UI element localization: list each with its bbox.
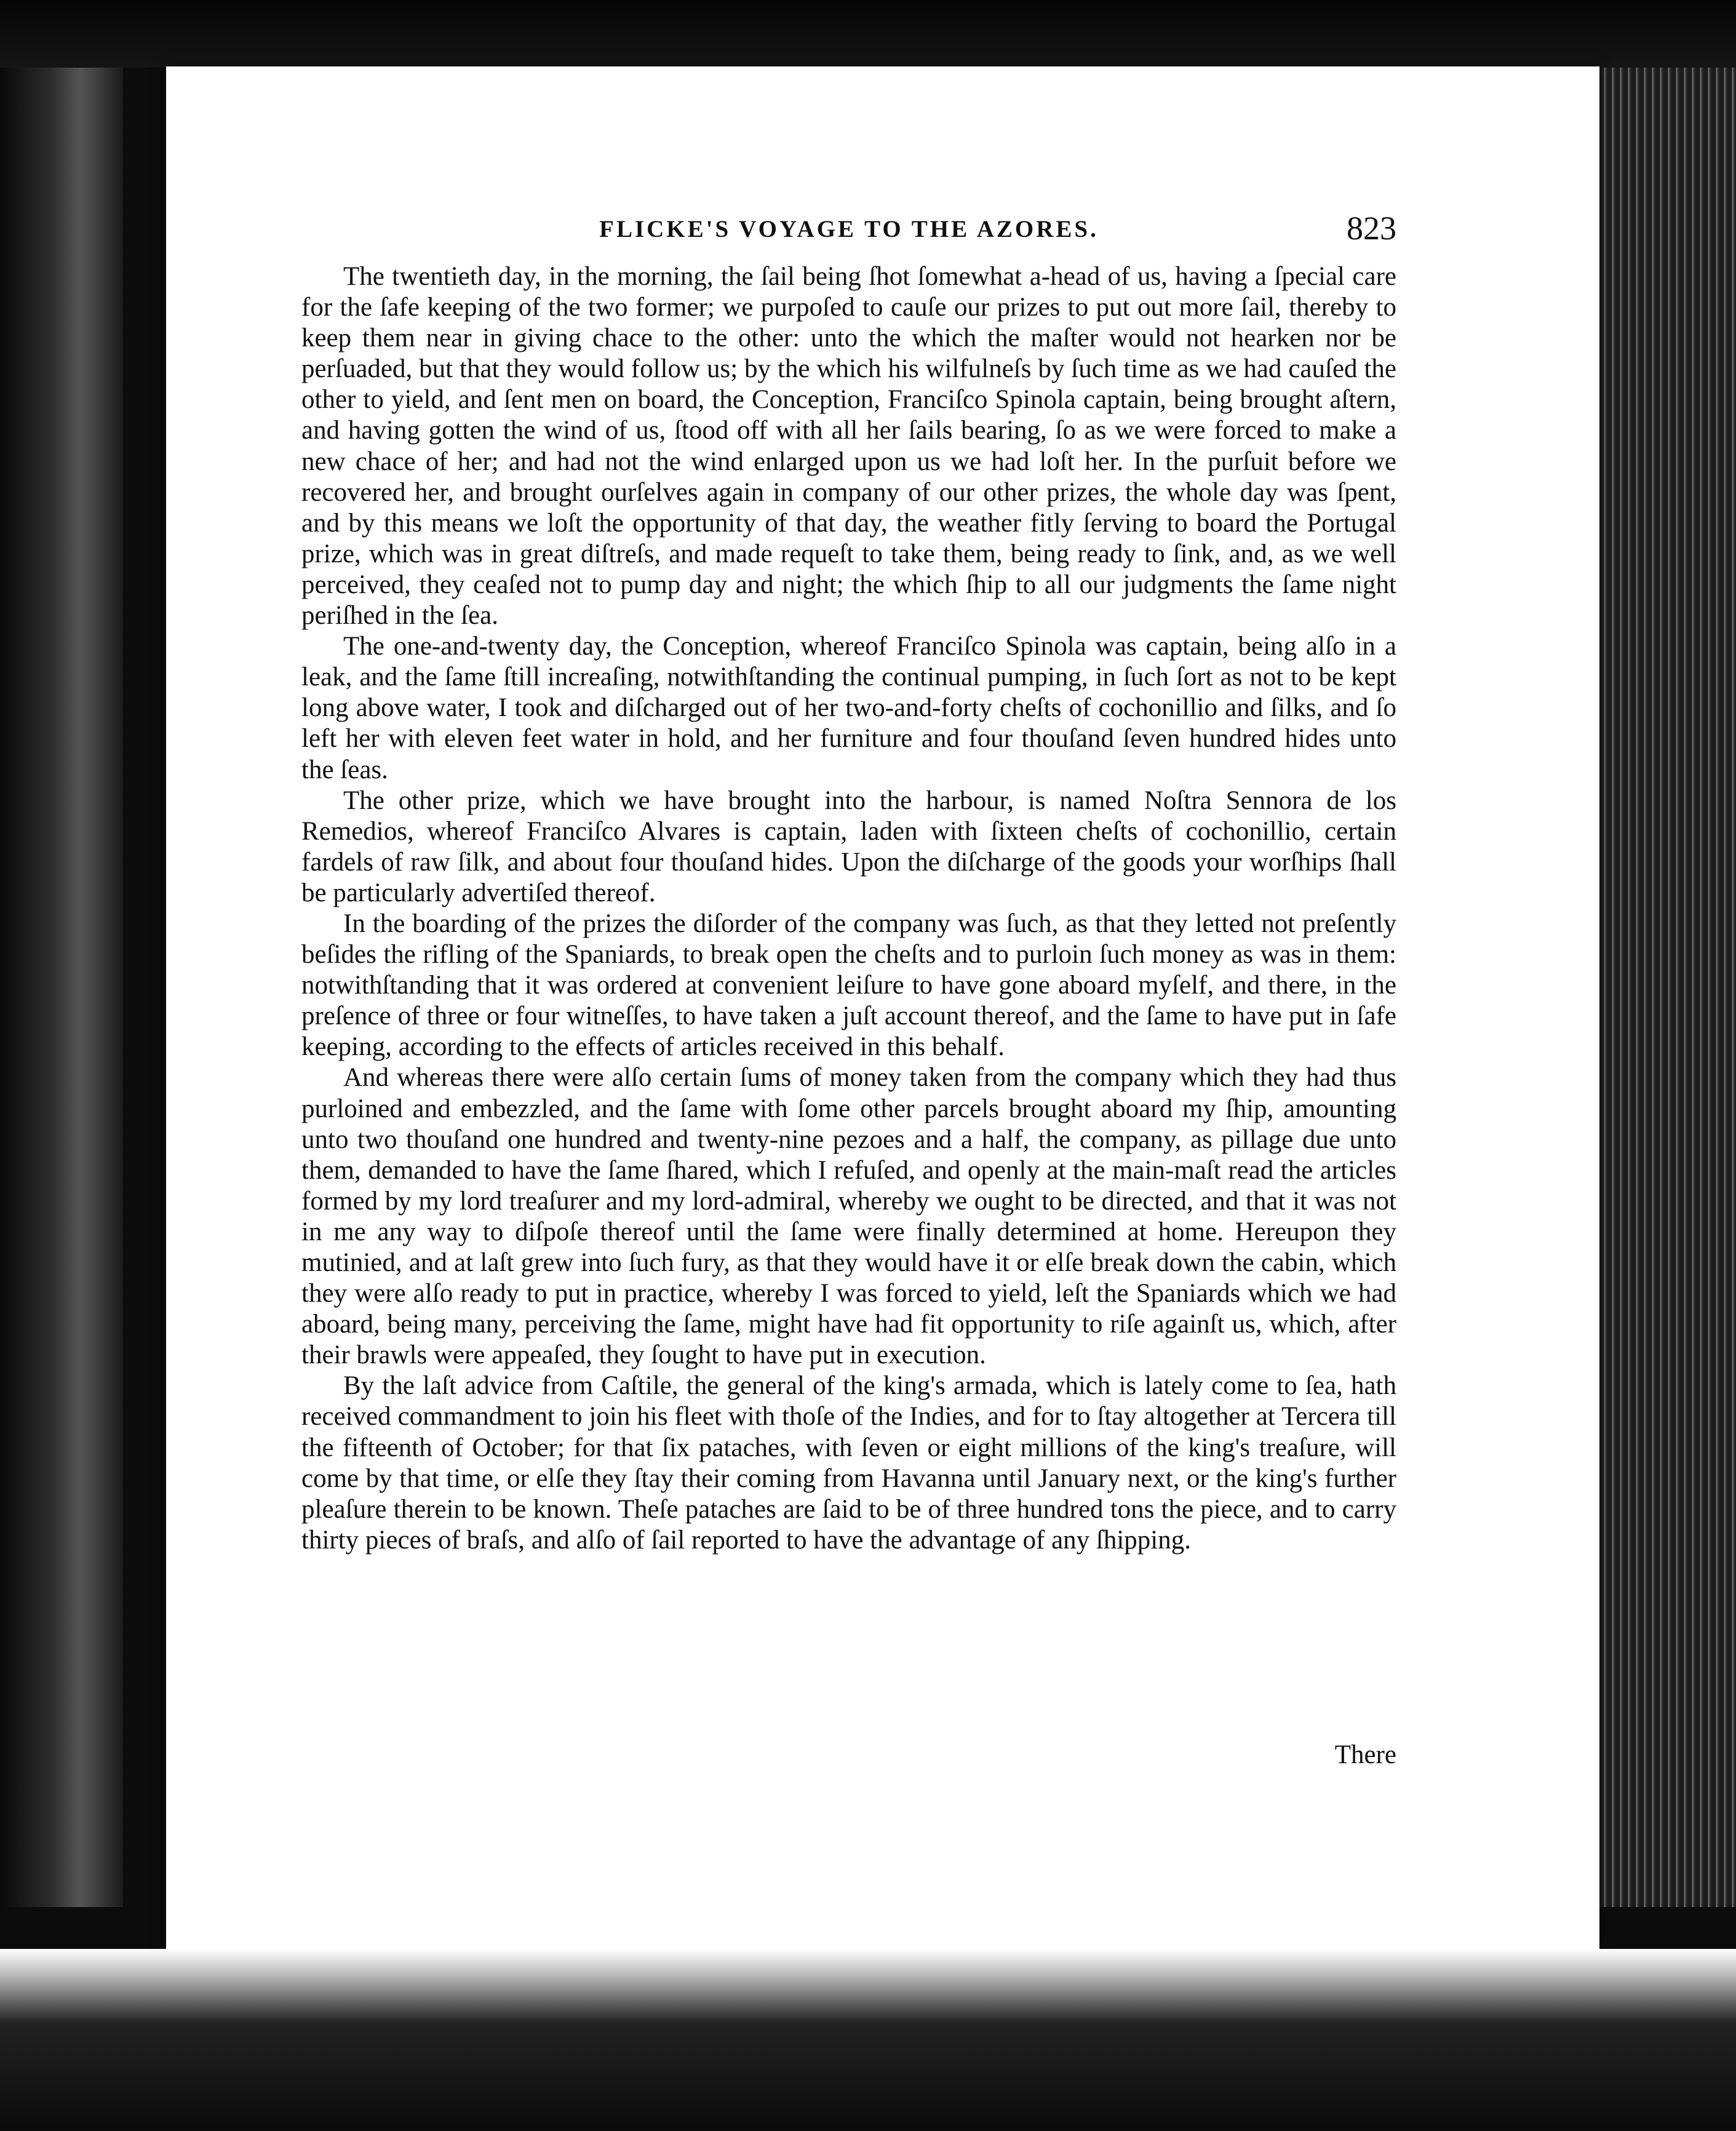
paragraph-advice-from-castile: By the laſt advice from Caſtile, the general of the king's armada, which is lately come to ſea, hath received commandment to join his fleet with thoſe of the Indies, and for to ſtay altogether at Tercera till the fifteenth of October; for that ſix pataches, with ſeven or eight millions of the king's treaſure, will come by that time, or elſe they ſtay their coming from Havanna until January next, or the king's further pleaſure therein to be known. Theſe pataches are ſaid to be of three hundred tons the piece, and to carry thirty pieces of braſs, and alſo of ſail reported to have the advantage of any ſhipping. [301, 1371, 1396, 1555]
page-stack-edge [1599, 68, 1736, 1907]
paragraph-twentieth-day: The twentieth day, in the morning, the ſail being ſhot ſomewhat a-head of us, having a ſpecial care for the ſafe keeping of the two former; we purpoſed to cauſe our prizes to put out more ſail, thereby to keep them near in giving chace to the other: unto the which the maſter would not hearken nor be perſuaded, but that they would follow us; by the which his wilfulneſs by ſuch time as we had cauſed the other to yield, and ſent men on board, the Conception, Franciſco Spinola captain, being brought aſtern, and having gotten the wind of us, ſtood off with all her ſails bearing, ſo as we were forced to make a new chace of her; and had not the wind enlarged upon us we had loſt her. In the purſuit before we recovered her, and brought ourſelves again in company of our other prizes, the whole day was ſpent, and by this means we loſt the opportunity of that day, the weather fitly ſerving to board the Portugal prize, which was in great diſtreſs, and made requeſt to take them, being ready to ſink, and, as we well perceived, they ceaſed not to pump day and night; the which ſhip to all our judgments the ſame night periſhed in the ſea. [301, 262, 1396, 631]
scan-bottom-margin [0, 1949, 1736, 2131]
page-number: 823 [1347, 210, 1396, 247]
catchword: There [1334, 1740, 1396, 1769]
running-title: FLICKE'S VOYAGE TO THE AZORES. [599, 216, 1099, 242]
paragraph-sums-of-money: And whereas there were alſo certain ſums of money taken from the company which they had thus purloined and embezzled, and the ſame with ſome other parcels brought aboard my ſhip, amounting unto two thouſand one hundred and twenty-nine pezoes and a half, the company, as pillage due unto them, demanded to have the ſame ſhared, which I refuſed, and openly at the main-maſt read the articles formed by my lord treaſurer and my lord-admiral, whereby we ought to be directed, and that it was not in me any way to diſpoſe thereof until the ſame were finally determined at home. Hereupon they mutinied, and at laſt grew into ſuch fury, as that they would have it or elſe break down the cabin, which they were alſo ready to put in practice, whereby I was forced to yield, leſt the Spaniards which we had aboard, being many, perceiving the ſame, might have had fit opportunity to riſe againſt us, which, after their brawls were appeaſed, they ſought to have put in execution. [301, 1063, 1396, 1370]
left-page-edge [0, 68, 123, 1907]
paragraph-other-prize: The other prize, which we have brought into the harbour, is named Noſtra Sennora de los Remedios, whereof Franciſco Alvares is captain, laden with ſixteen cheſts of cochonillio, certain fardels of raw ſilk, and about four thouſand hides. Upon the diſcharge of the goods your worſhips ſhall be particularly advertiſed thereof. [301, 786, 1396, 907]
body-text [301, 261, 1396, 1556]
page-header [301, 209, 1396, 265]
scan-top-margin [0, 0, 1736, 68]
paragraph-boarding-of-prizes: In the boarding of the prizes the diſorder of the company was ſuch, as that they letted not preſently beſides the rifling of the Spaniards, to break open the cheſts and to purloin ſuch money as was in them: notwithſtanding that it was ordered at convenient leiſure to have gone aboard myſelf, and there, in the preſence of three or four witneſſes, to have taken a juſt account thereof, and the ſame to have put in ſafe keeping, according to the effects of articles received in this behalf. [301, 909, 1396, 1062]
paragraph-one-and-twenty-day: The one-and-twenty day, the Conception, whereof Franciſco Spinola was captain, being alſo in a leak, and the ſame ſtill increaſing, notwithſtanding the continual pumping, in ſuch ſort as not to be kept long above water, I took and diſcharged out of her two-and-forty cheſts of cochonillio and ſilks, and ſo left her with eleven feet water in hold, and her furniture and four thouſand ſeven hundred hides unto the ſeas. [301, 632, 1396, 784]
